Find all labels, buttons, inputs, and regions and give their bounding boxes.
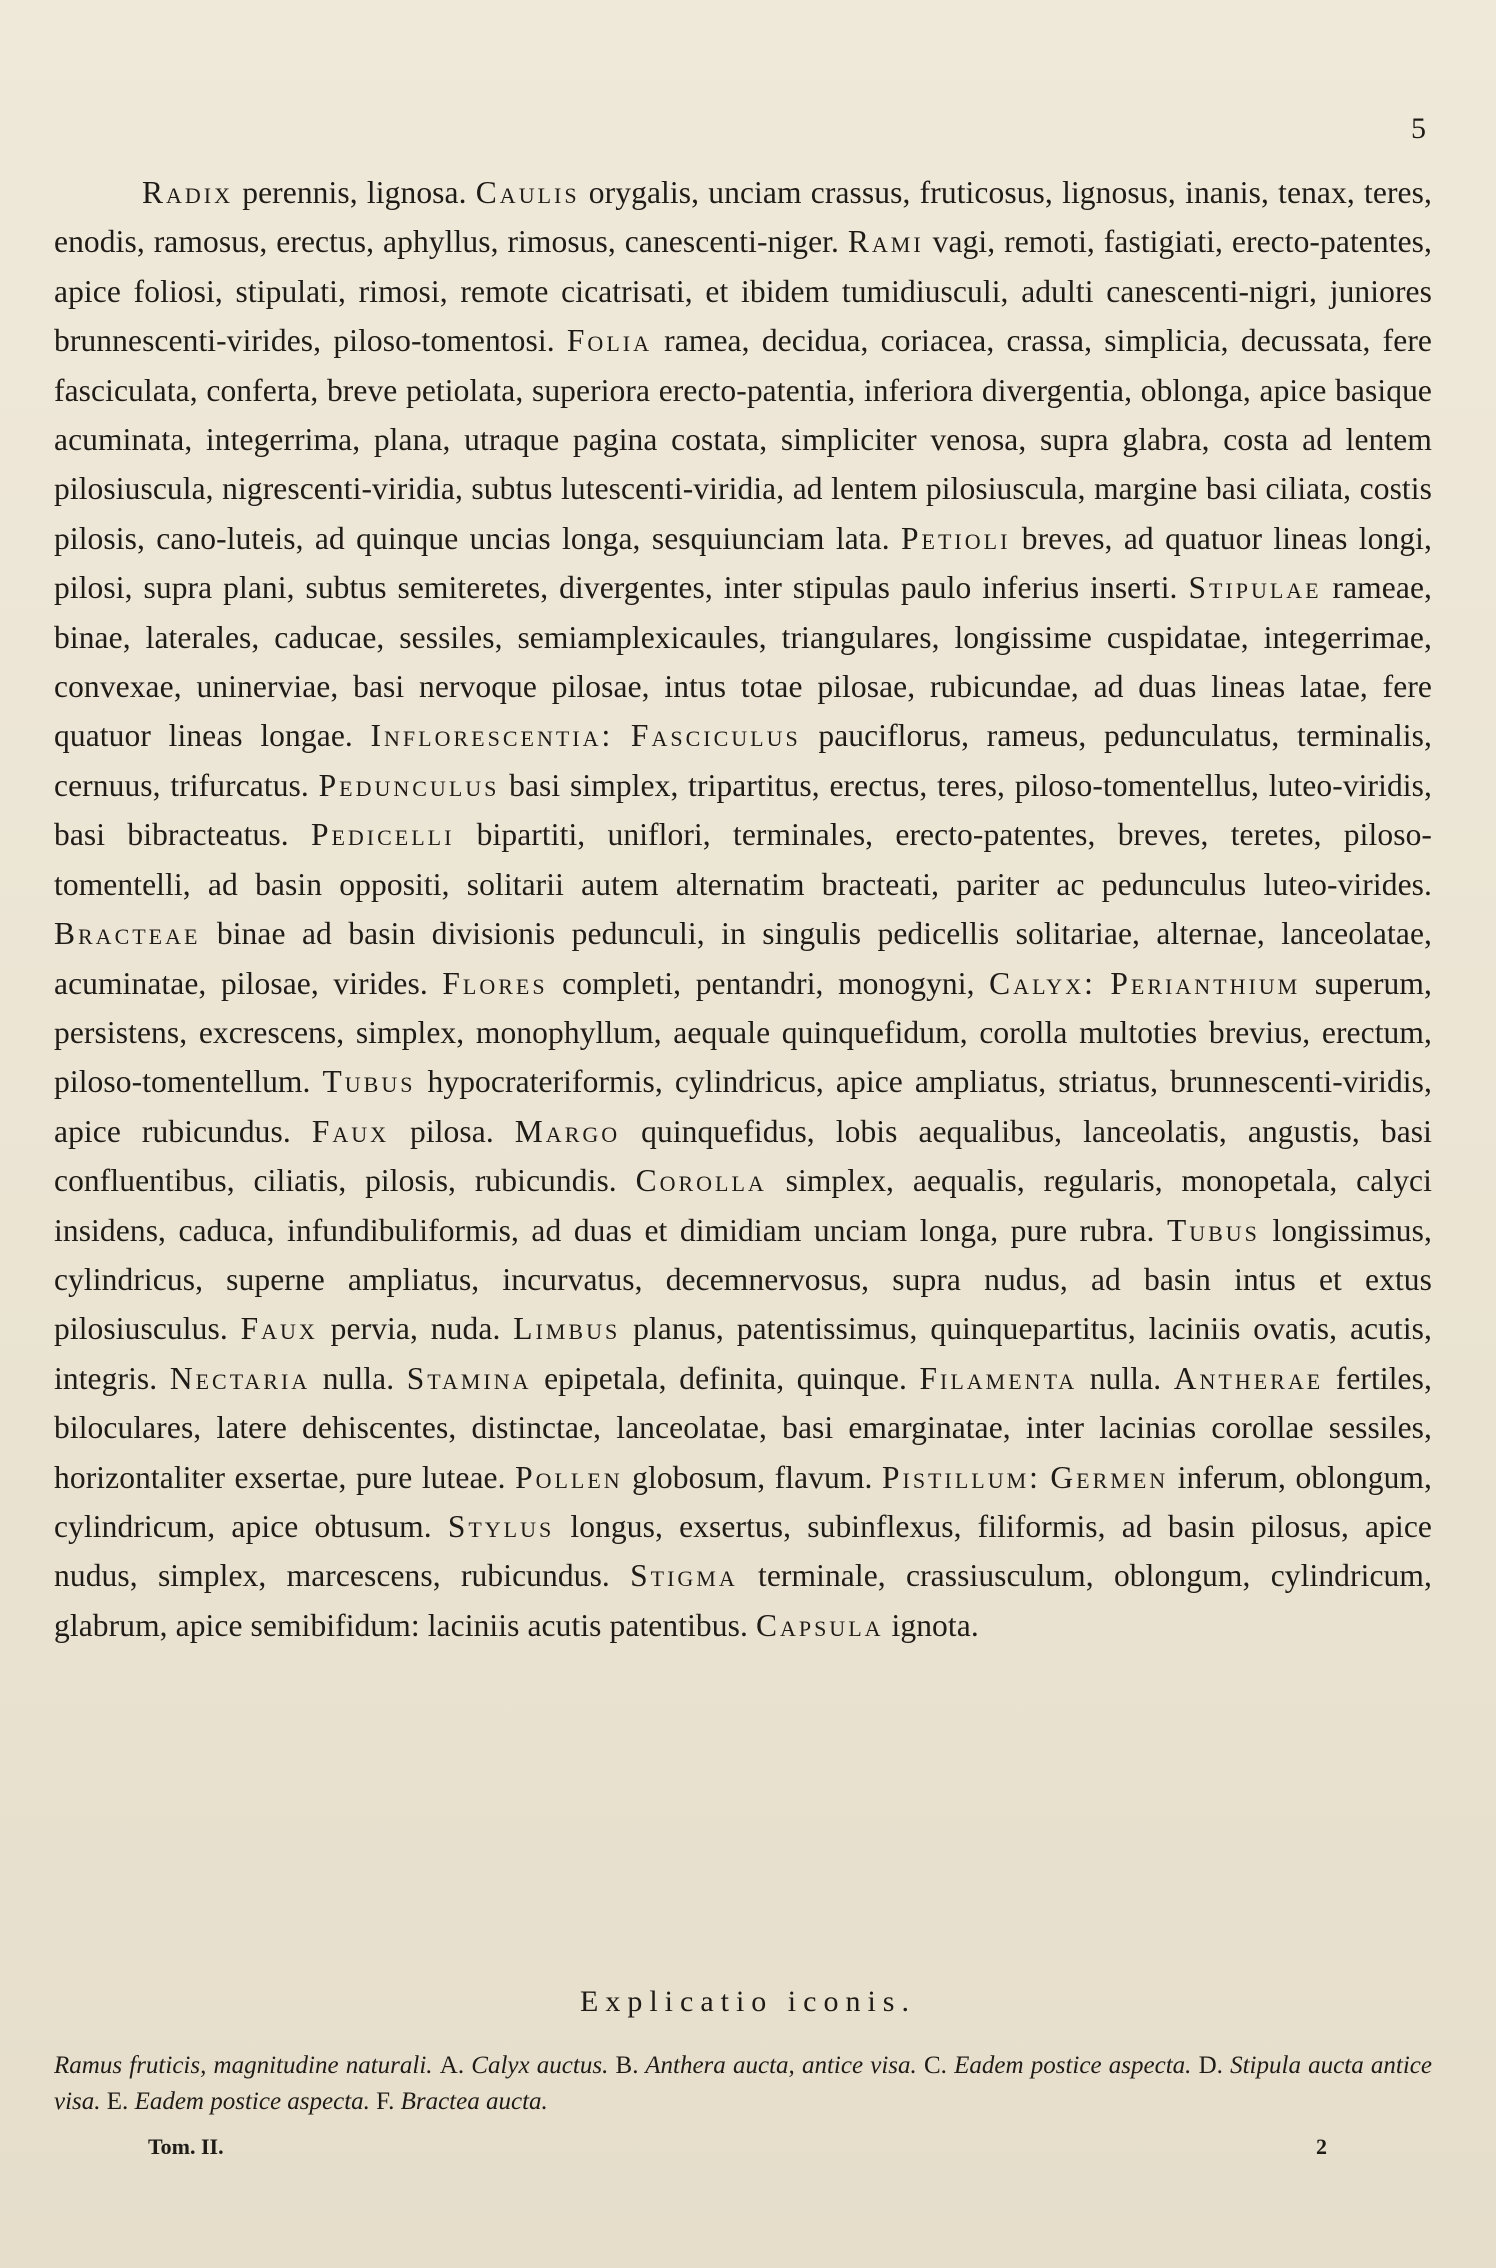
botanical-term: Flores <box>442 965 548 1001</box>
botanical-term: Bracteae <box>54 916 201 952</box>
botanical-term: Antherae <box>1173 1360 1324 1396</box>
figure-letter: B. <box>615 2052 639 2079</box>
botanical-term: Stigma <box>630 1558 738 1594</box>
description-text: ramea, decidua, coriacea, crassa, simplicia, decussata, fere fasciculata, conferta, breve petiolata, superiora erecto-patentia, inferiora divergentia, oblonga, apice basique acuminata, integerrima, plana, utraque pagina costata, simpliciter venosa, supra glabra, costa ad lentem pilosiuscula, nigrescenti-viridia, subtus lutescenti-viridia, ad lentem pilosiuscula, margine basi ciliata, costis pilosis, cano-luteis, ad quinque uncias longa, sesquiunciam lata. <box>54 323 1432 556</box>
botanical-term: Rami <box>847 224 924 260</box>
botanical-term: Inflorescentia: <box>370 718 614 754</box>
description-text: pauciflorus, rameus, pedunculatus, terminalis, cernuus, trifurcatus. <box>54 718 1432 803</box>
caption-text: Anthera aucta, antice visa. <box>638 2052 924 2079</box>
caption-text: Calyx auctus. <box>464 2052 616 2079</box>
botanical-term: Pedunculus <box>318 767 500 803</box>
botanical-term: Pedicelli <box>310 817 455 853</box>
description-text: orygalis, unciam crassus, fruticosus, lignosus, inanis, tenax, teres, enodis, ramosus, erectus, aphyllus, rimosus, canescenti-niger. <box>54 175 1432 260</box>
description-text: hypocrateriformis, cylindricus, apice ampliatus, striatus, brunnescenti-viridis, apice rubicundus. <box>54 1064 1432 1149</box>
description-text: perennis, lignosa. <box>233 175 476 210</box>
description-text: rameae, binae, laterales, caducae, sessiles, semiamplexicaules, triangulares, longissime cuspidatae, integerrimae, convexae, uninerviae, basi nervoque pilosae, intus totae pilosae, rubicundae, ad duas lineas latae, fere quatuor lineas longae. <box>54 570 1432 754</box>
explanation-heading: Explicatio iconis. <box>580 1985 916 2018</box>
description-text: nulla. <box>1077 1360 1174 1396</box>
caption-text: Eadem postice aspecta. <box>128 2088 377 2115</box>
botanical-term: Perianthium <box>1110 965 1301 1001</box>
botanical-term: Caulis <box>475 175 580 210</box>
description-text <box>1041 1460 1050 1495</box>
description-text: superum, persistens, excrescens, simplex, monophyllum, aequale quinquefidum, corolla multoties brevius, erectum, piloso-tomentellum. <box>54 965 1432 1100</box>
caption-text: Eadem postice aspecta. <box>946 2052 1199 2079</box>
description-text: inferum, oblongum, cylindricum, apice obtusum. <box>54 1459 1433 1544</box>
caption-text: Stipula aucta antice visa. <box>54 2052 1432 2115</box>
description-text <box>1096 966 1111 1001</box>
description-text: planus, patentissimus, quinquepartitus, laciniis ovatis, acutis, integris. <box>54 1311 1433 1396</box>
description-text: bipartiti, uniflori, terminales, erecto-patentes, breves, teretes, piloso-tomentelli, ad basin oppositi, solitarii autem alternatim bracteati, pariter ac pedunculus luteo-virides. <box>54 817 1433 902</box>
figure-letter: C. <box>923 2052 947 2079</box>
signature-mark: 2 <box>1316 2134 1327 2159</box>
botanical-term: Stamina <box>406 1360 532 1396</box>
description-text: longus, exsertus, subinflexus, filiformis, ad basin pilosus, apice nudus, simplex, marcescens, rubicundus. <box>54 1508 1432 1594</box>
description-text: completi, pentandri, monogyni, <box>547 965 990 1001</box>
botanical-term: Faux <box>311 1113 390 1149</box>
page-number: 5 <box>1411 112 1426 145</box>
description-text: longissimus, cylindricus, superne ampliatus, incurvatus, decemnervosus, supra nudus, ad basin intus et extus pilosiusculus. <box>54 1212 1432 1347</box>
botanical-term: Corolla <box>635 1163 767 1199</box>
figure-letter: D. <box>1198 2052 1223 2079</box>
botanical-term: Stipulae <box>1188 570 1322 606</box>
description-text: ignota. <box>883 1607 979 1643</box>
botanical-term: Stylus <box>447 1508 555 1544</box>
description-text: simplex, aequalis, regularis, monopetala, calyci insidens, caduca, infundibuliformis, ad duas et dimidiam unciam longa, pure rubra. <box>54 1163 1432 1248</box>
description-text: basi simplex, tripartitus, erectus, teres, piloso-tomentellus, luteo-viridis, basi bibracteatus. <box>54 767 1432 853</box>
botanical-term: Petioli <box>901 520 1011 556</box>
volume-label: Tom. II. <box>148 2134 224 2159</box>
figure-letter: F. <box>376 2088 395 2115</box>
description-text: terminale, crassiusculum, oblongum, cylindricum, glabrum, apice semibifidum: laciniis acutis patentibus. <box>54 1558 1432 1643</box>
description-text: pilosa. <box>389 1113 515 1149</box>
description-text: quinquefidus, lobis aequalibus, lanceolatis, angustis, basi confluentibus, ciliatis, pilosis, rubicundis. <box>54 1113 1432 1199</box>
description-text <box>613 718 631 753</box>
caption-text: Ramus fruticis, magnitudine naturali. <box>54 2052 440 2079</box>
description-text: fertiles, biloculares, latere dehiscentes, distinctae, lanceolatae, basi emarginatae, inter lacinias corollae sessiles, horizontaliter exsertae, pure luteae. <box>54 1360 1432 1495</box>
description-text: binae ad basin divisionis pedunculi, in singulis pedicellis solitariae, alternae, lanceolatae, acuminatae, pilosae, virides. <box>54 916 1432 1001</box>
description-text: breves, ad quatuor lineas longi, pilosi, supra plani, subtus semiteretes, divergentes, inter stipulas paulo inferius inserti. <box>54 520 1433 606</box>
description-text: epipetala, definita, quinque. <box>531 1360 920 1396</box>
botanical-term: Nectaria <box>169 1360 311 1396</box>
botanical-term: Tubus <box>1166 1212 1260 1248</box>
botanical-description <box>54 168 1432 1650</box>
botanical-term: Calyx: <box>989 965 1096 1001</box>
botanical-term: Tubus <box>322 1064 416 1100</box>
botanical-term: Radix <box>142 175 233 210</box>
figure-letter: E. <box>106 2088 129 2115</box>
botanical-term: Margo <box>514 1113 621 1149</box>
botanical-term: Limbus <box>513 1311 621 1347</box>
figure-caption <box>54 2048 1432 2120</box>
botanical-term: Pistillum: <box>881 1459 1041 1495</box>
description-text: pervia, nuda. <box>317 1311 514 1347</box>
description-text: nulla. <box>310 1360 407 1396</box>
botanical-term: Folia <box>566 323 652 359</box>
botanical-term: Capsula <box>755 1607 884 1643</box>
botanical-term: Fasciculus <box>630 718 801 754</box>
figure-letter: A. <box>439 2052 465 2079</box>
description-text: vagi, remoti, fastigiati, erecto-patentes, apice foliosi, stipulati, rimosi, remote cicatrisati, et ibidem tumidiusculi, adulti canescenti-nigri, juniores brunnescenti-virides, piloso-tomentosi. <box>54 224 1432 359</box>
botanical-term: Filamenta <box>919 1360 1078 1396</box>
description-text: globosum, flavum. <box>622 1459 882 1495</box>
botanical-term: Germen <box>1050 1459 1169 1495</box>
caption-text: Bractea aucta. <box>394 2088 548 2115</box>
botanical-term: Pollen <box>515 1459 623 1495</box>
botanical-term: Faux <box>240 1311 318 1347</box>
